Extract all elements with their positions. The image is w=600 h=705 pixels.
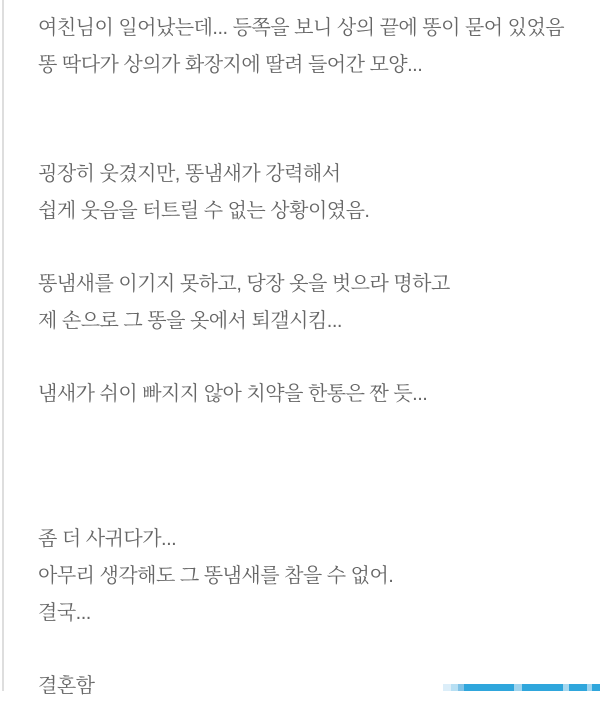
post-line: 냄새가 쉬이 빠지지 않아 치약을 한통은 짠 듯... [38,383,428,405]
image-edge-segment [443,684,451,691]
post-blank-line [38,632,600,668]
post-line: 쉽게 웃음을 터트릴 수 없는 상황이였음. [38,200,370,222]
post-blank-line [38,449,600,485]
post-line: 결혼함 [38,675,95,697]
image-edge-segment [592,684,600,691]
post-blank-line [38,340,600,376]
post-line: 좀 더 사귀다가... [38,528,177,550]
image-edge-segment [569,684,587,691]
post-line: 아무리 생각해도 그 똥냄새를 참을 수 없어. [38,565,394,587]
post-line: 똥냄새를 이기지 못하고, 당장 옷을 벗으라 명하고 [38,273,450,295]
post-line: 굉장히 웃겼지만, 똥냄새가 강력해서 [38,163,341,185]
image-edge-segment [522,684,563,691]
image-edge-segment [451,684,458,691]
image-edge-segment [464,684,514,691]
post-blank-line [38,84,600,120]
image-edge-segment [514,684,522,691]
content-left-border [2,0,4,691]
next-image-top-edge [0,684,600,691]
post-body-text [38,10,600,705]
post-blank-line [38,120,600,156]
post-blank-line [38,485,600,521]
post-line: 결국... [38,602,91,624]
post-line: 여친님이 일어났는데... 등쪽을 보니 상의 끝에 똥이 묻어 있었음 [38,17,565,39]
post-line: 제 손으로 그 똥을 옷에서 퇴갤시킴... [38,310,342,332]
post-blank-line [38,230,600,266]
post-blank-line [38,413,600,449]
post-line: 똥 딱다가 상의가 화장지에 딸려 들어간 모양... [38,54,423,76]
